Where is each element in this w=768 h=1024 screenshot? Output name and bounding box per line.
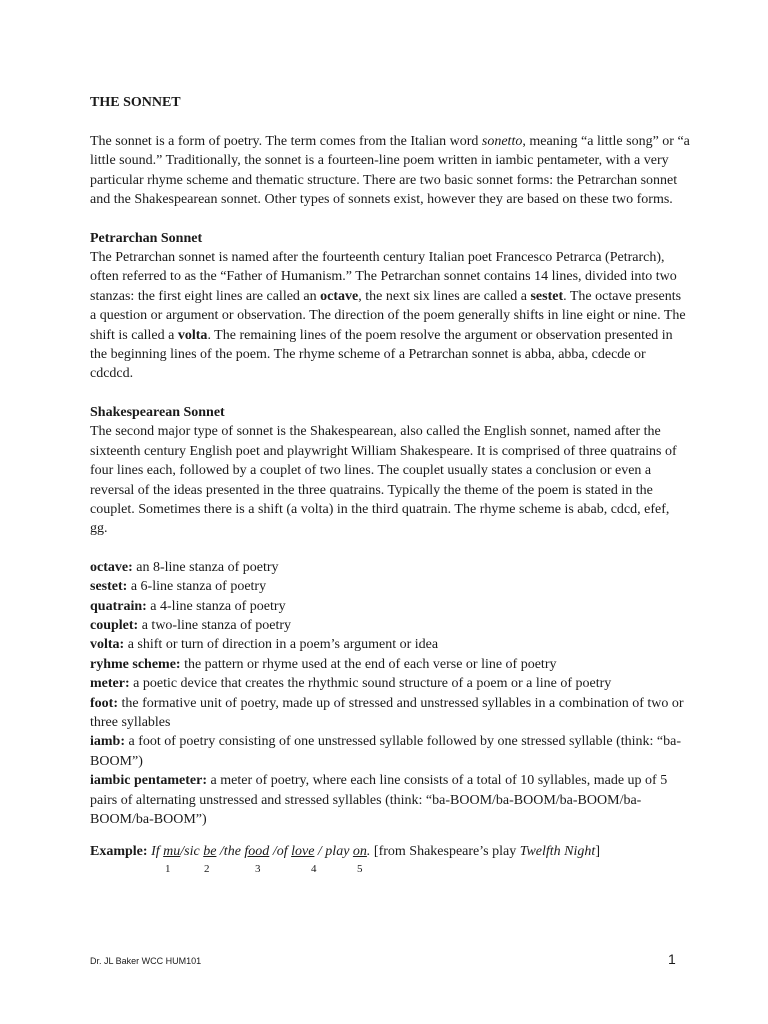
play-title: Twelfth Night xyxy=(519,844,596,860)
example-source-close: ] xyxy=(595,844,600,860)
stressed-syllable: love xyxy=(291,844,315,860)
glossary-definition: the pattern or rhyme used at the end of each verse or line of poetry xyxy=(180,656,557,672)
glossary-item xyxy=(90,577,690,596)
glossary-item xyxy=(90,674,690,693)
petrarchan-paragraph xyxy=(90,248,690,384)
foot-number: 1 xyxy=(165,863,171,876)
glossary-term: volta: xyxy=(90,637,125,653)
glossary-term: meter: xyxy=(90,676,130,692)
document-title: THE SONNET xyxy=(90,95,181,110)
petrarchan-heading: Petrarchan Sonnet xyxy=(90,230,203,246)
footer-author: Dr. JL Baker WCC HUM101 xyxy=(90,956,202,966)
glossary-item xyxy=(90,655,690,674)
shakespearean-heading: Shakespearean Sonnet xyxy=(90,404,225,420)
intro-text: The sonnet is a form of poetry. The term comes from the Italian word xyxy=(90,134,482,149)
glossary-term: quatrain: xyxy=(90,598,147,614)
verse-part: . xyxy=(366,844,371,860)
intro-paragraph xyxy=(90,132,690,210)
verse-part: /the xyxy=(216,844,245,860)
verse-part: If xyxy=(151,844,164,860)
term-volta: volta xyxy=(177,327,208,343)
petrarchan-text-2: , the next six lines are called a xyxy=(358,288,531,304)
stressed-syllable: be xyxy=(203,844,217,860)
glossary-definition: a meter of poetry, where each line consists of a total of 10 syllables, made up of 5 pairs of alternating unstressed and stressed syllables (think: “ba-BOOM/ba-BOOM/ba-BOOM/ba-BOOM/ba-BOOM”) xyxy=(90,773,668,827)
example-verse xyxy=(151,844,370,859)
petrarchan-text-4: . The remaining lines of the poem resolve the argument or observation presented in the beginning lines of the poem. The rhyme scheme of a Petrarchan sonnet is abba, abba, cdecde or cdcdcd. xyxy=(90,327,673,382)
glossary-item xyxy=(90,597,690,616)
term-sestet: sestet xyxy=(530,288,564,304)
glossary-definition: a poetic device that creates the rhythmic sound structure of a poem or a line of poetry xyxy=(129,676,612,692)
stressed-syllable: on xyxy=(352,844,367,860)
example-label: Example: xyxy=(90,844,148,860)
glossary-term: foot: xyxy=(90,695,118,711)
glossary-item xyxy=(90,635,690,654)
glossary-list xyxy=(90,558,690,830)
glossary-definition: a two-line stanza of poetry xyxy=(138,617,291,633)
stressed-syllable: food xyxy=(244,844,270,860)
glossary-definition: an 8-line stanza of poetry xyxy=(132,559,279,575)
page-number: 1 xyxy=(668,951,676,967)
glossary-item xyxy=(90,771,690,829)
verse-part: / play xyxy=(314,844,353,860)
foot-number: 3 xyxy=(255,863,261,876)
foot-number: 5 xyxy=(357,863,363,876)
glossary-definition: a foot of poetry consisting of one unstressed syllable followed by one stressed syllable (think: “ba-BOOM”) xyxy=(90,734,681,769)
glossary-definition: a 4-line stanza of poetry xyxy=(146,598,286,614)
glossary-term: octave: xyxy=(90,559,133,575)
intro-italic-word: sonetto xyxy=(481,134,523,149)
verse-part: /of xyxy=(269,844,292,860)
glossary-item xyxy=(90,694,690,733)
glossary-term: sestet: xyxy=(90,579,128,595)
petrarchan-text-3: . The octave presents a question or argument or observation. The direction of the poem generally shifts in line eight or nine. The shift is called a xyxy=(90,288,686,343)
foot-number: 4 xyxy=(311,863,317,876)
glossary-definition: a shift or turn of direction in a poem’s argument or idea xyxy=(124,637,439,653)
example-source-note: [from Shakespeare’s play xyxy=(370,844,520,860)
glossary-term: iambic pentameter: xyxy=(90,773,208,789)
glossary-definition: a 6-line stanza of poetry xyxy=(127,579,267,595)
glossary-item xyxy=(90,732,690,771)
glossary-term: iamb: xyxy=(90,734,125,750)
glossary-definition: the formative unit of poetry, made up of stressed and unstressed syllables in a combination of two or three syllables xyxy=(90,695,684,730)
intro-text-rest: , meaning “a little song” or “a little sound.” Traditionally, the sonnet is a fourteen-line poem written in iambic pentameter, with a very particular rhyme scheme and thematic structure. There are two basic sonnet forms: the Petrarchan sonnet and the Shakespearean sonnet. Other types of sonnets exist, however they are based on these two forms. xyxy=(90,134,690,208)
glossary-item xyxy=(90,558,690,577)
stressed-syllable: mu xyxy=(163,844,181,860)
verse-part: /sic xyxy=(180,844,204,860)
petrarchan-text-1: The Petrarchan sonnet is named after the fourteenth century Italian poet Francesco Petrarca (Petrarch), often referred to as the “Father of Humanism.” The Petrarchan sonnet contains 14 lines, divided into two stanzas: the first eight lines are called an xyxy=(90,250,677,304)
foot-numbers xyxy=(90,861,690,879)
glossary-term: ryhme scheme: xyxy=(90,656,181,672)
glossary-item xyxy=(90,616,690,635)
foot-number: 2 xyxy=(204,863,210,876)
glossary-term: couplet: xyxy=(90,617,139,633)
shakespearean-paragraph: The second major type of sonnet is the Shakespearean, also called the English sonnet, named after the sixteenth century English poet and playwright William Shakespeare. It is comprised of three quatrains of four lines each, followed by a couplet of two lines. The couplet usually states a conclusion or even a reversal of the ideas presented in the three quatrains. Typically the theme of the poem is stated in the couplet. Sometimes there is a shift (a volta) in the third quatrain. The rhyme scheme is abab, cdcd, efef, gg. xyxy=(90,424,677,537)
example-line xyxy=(90,842,690,861)
document-page xyxy=(90,93,690,879)
term-octave: octave xyxy=(320,288,359,304)
